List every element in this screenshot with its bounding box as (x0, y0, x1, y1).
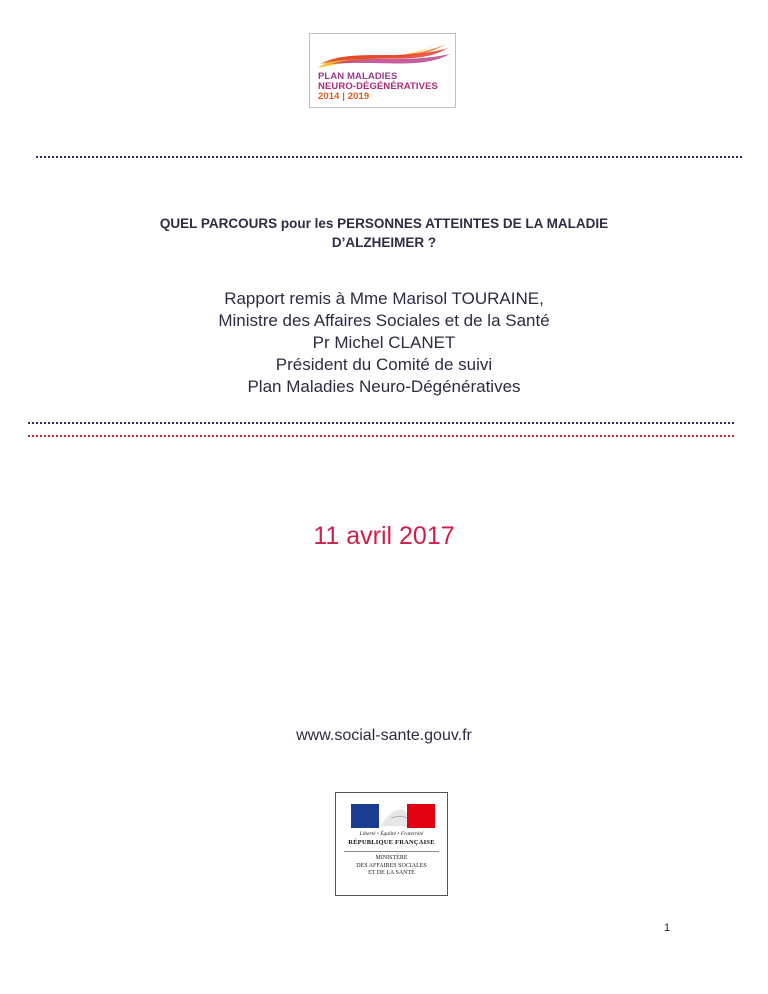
ministry-line2: DES AFFAIRES SOCIALES (356, 862, 427, 869)
website-url[interactable]: www.social-sante.gouv.fr (296, 727, 472, 744)
report-date: 11 avril 2017 (313, 522, 455, 550)
marianne-flag-icon (351, 804, 435, 828)
plan-logo-line2: NEURO-DÉGÉNÉRATIVES (318, 81, 438, 92)
report-block (80, 288, 688, 398)
page-number: 1 (664, 922, 671, 934)
ministry-line3: ET DE LA SANTÉ (368, 870, 415, 876)
report-line5: Plan Maladies Neuro-Dégénératives (247, 377, 521, 396)
ministry-line1: MINISTÈRE (375, 855, 408, 861)
middle-red-dotted-divider (28, 435, 734, 437)
title-line1: QUEL PARCOURS pour les PERSONNES ATTEINTES DE LA MALADIE (159, 216, 609, 231)
ministry-logo (335, 792, 448, 896)
ministry-logo-divider (344, 851, 439, 852)
republic-name: RÉPUBLIQUE FRANÇAISE (348, 839, 435, 846)
title-line2: D’ALZHEIMER ? (331, 235, 437, 250)
report-line1: Rapport remis à Mme Marisol TOURAINE, (224, 289, 544, 308)
report-line2: Ministre des Affaires Sociales et de la Santé (218, 311, 550, 330)
middle-dotted-divider (28, 422, 734, 424)
plan-logo-line1: PLAN MALADIES (318, 71, 398, 82)
republic-motto: Liberté • Égalité • Fraternité (359, 831, 424, 837)
ministry-name (336, 855, 447, 878)
plan-logo-line3: 2014 | 2019 (318, 91, 370, 102)
document-title (100, 214, 668, 252)
report-line4: Président du Comité de suivi (275, 355, 493, 374)
top-dotted-divider (36, 156, 742, 158)
report-line3: Pr Michel CLANET (312, 333, 456, 352)
plan-maladies-logo (309, 33, 456, 108)
